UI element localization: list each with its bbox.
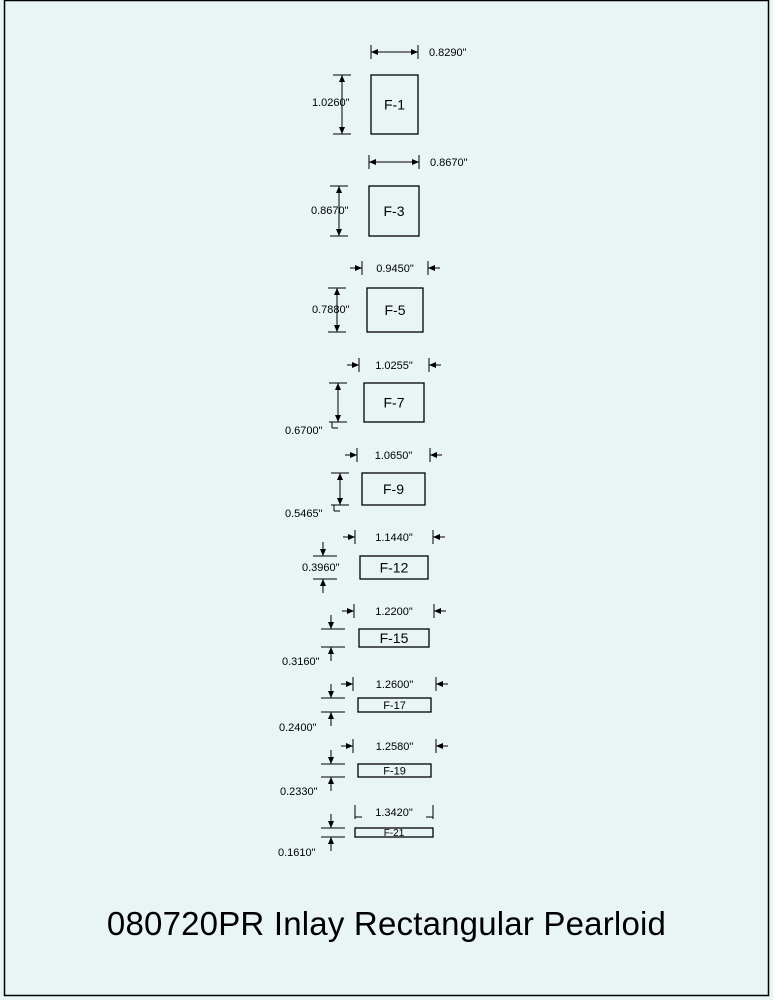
piece-f-7-height-arrow-bottom [335, 415, 341, 422]
piece-f-19-width-label: 1.2580" [375, 741, 414, 753]
piece-f-3-height-arrow-bottom [336, 229, 342, 236]
piece-f-1-label: F-1 [384, 96, 405, 113]
piece-f-17-label: F-17 [383, 699, 406, 712]
piece-f-9-height-arrow-top [337, 473, 343, 480]
piece-f-9-height-label: 0.5465" [285, 508, 323, 520]
piece-f-1-height-label: 1.0260" [312, 97, 350, 109]
piece-f-9-width-arrow-right [430, 452, 437, 458]
piece-f-17-height-arrow-bottom [328, 712, 334, 719]
piece-f-9-width-label: 1.0650" [374, 450, 413, 462]
piece-f-7-width-arrow-left [352, 362, 359, 368]
piece-f-17-height-arrow-top [328, 691, 334, 698]
piece-f-19-height-label: 0.2330" [280, 786, 318, 798]
piece-f-7-width-arrow-right [429, 362, 436, 368]
drawing-title: 080720PR Inlay Rectangular Pearloid [106, 905, 667, 942]
piece-f-3-width-arrow-right [412, 159, 419, 165]
piece-f-1-width-arrow-right [411, 49, 418, 55]
piece-f-21-height-label: 0.1610" [278, 847, 316, 859]
piece-f-19-label: F-19 [383, 765, 406, 778]
piece-f-5-width-arrow-right [428, 265, 435, 271]
piece-f-7-width-label: 1.0255" [375, 360, 413, 372]
piece-f-12-label: F-12 [379, 559, 409, 576]
piece-f-3-height-label: 0.8670" [311, 205, 349, 217]
piece-f-21-height-arrow-bottom [328, 837, 334, 844]
piece-f-15-label: F-15 [379, 630, 409, 647]
piece-f-21-label: F-21 [383, 828, 405, 840]
piece-f-15-width-label: 1.2200" [375, 606, 413, 618]
piece-f-1-height-arrow-bottom [339, 127, 345, 134]
piece-f-17-height-label: 0.2400" [279, 722, 317, 734]
piece-f-12-height-arrow-bottom [320, 579, 326, 586]
piece-f-12-width-arrow-left [348, 534, 355, 540]
piece-f-7-label: F-7 [383, 394, 405, 411]
piece-f-17-width-arrow-left [346, 681, 353, 687]
piece-f-12-width-label: 1.1440" [375, 532, 413, 544]
piece-f-3-width-label: 0.8670" [430, 157, 468, 169]
piece-f-3-height-arrow-top [336, 186, 342, 193]
piece-f-7-height-arrow-top [335, 383, 341, 390]
piece-f-19-height-arrow-top [328, 757, 334, 764]
piece-f-15-height-arrow-top [328, 622, 334, 629]
piece-f-9-height-arrow-bottom [337, 498, 343, 505]
piece-f-17-width-arrow-right [436, 681, 443, 687]
piece-f-19-height-arrow-bottom [328, 777, 334, 784]
piece-f-15-width-arrow-right [434, 608, 441, 614]
piece-f-5-height-label: 0.7880" [312, 304, 350, 316]
piece-f-17-width-label: 1.2600" [375, 679, 414, 691]
piece-f-7-height-label: 0.6700" [285, 425, 323, 437]
piece-f-21-width-label: 1.3420" [375, 807, 413, 819]
piece-f-9-label: F-9 [383, 481, 404, 498]
piece-f-19-width-arrow-right [436, 743, 443, 749]
piece-f-5-height-arrow-bottom [334, 325, 340, 332]
piece-f-5-height-arrow-top [334, 288, 340, 295]
piece-f-5-width-arrow-left [355, 265, 362, 271]
piece-f-3-label: F-3 [383, 203, 405, 220]
piece-f-12-height-label: 0.3960" [302, 562, 340, 574]
piece-f-15-height-label: 0.3160" [282, 656, 320, 668]
sheet-border [5, 1, 769, 996]
piece-f-3-width-arrow-left [369, 159, 376, 165]
piece-f-15-width-arrow-left [347, 608, 354, 614]
piece-f-1-width-arrow-left [371, 49, 378, 55]
piece-f-12-height-arrow-top [320, 549, 326, 556]
piece-f-5-label: F-5 [384, 302, 406, 319]
piece-f-12-width-arrow-right [433, 534, 440, 540]
piece-f-1-width-label: 0.8290" [429, 47, 467, 59]
piece-f-19-width-arrow-left [346, 743, 353, 749]
piece-f-1-height-arrow-top [339, 75, 345, 82]
piece-f-9-width-arrow-left [350, 452, 357, 458]
piece-f-15-height-arrow-bottom [328, 647, 334, 654]
piece-f-21-height-arrow-top [328, 821, 334, 828]
piece-f-5-width-label: 0.9450" [376, 263, 414, 275]
